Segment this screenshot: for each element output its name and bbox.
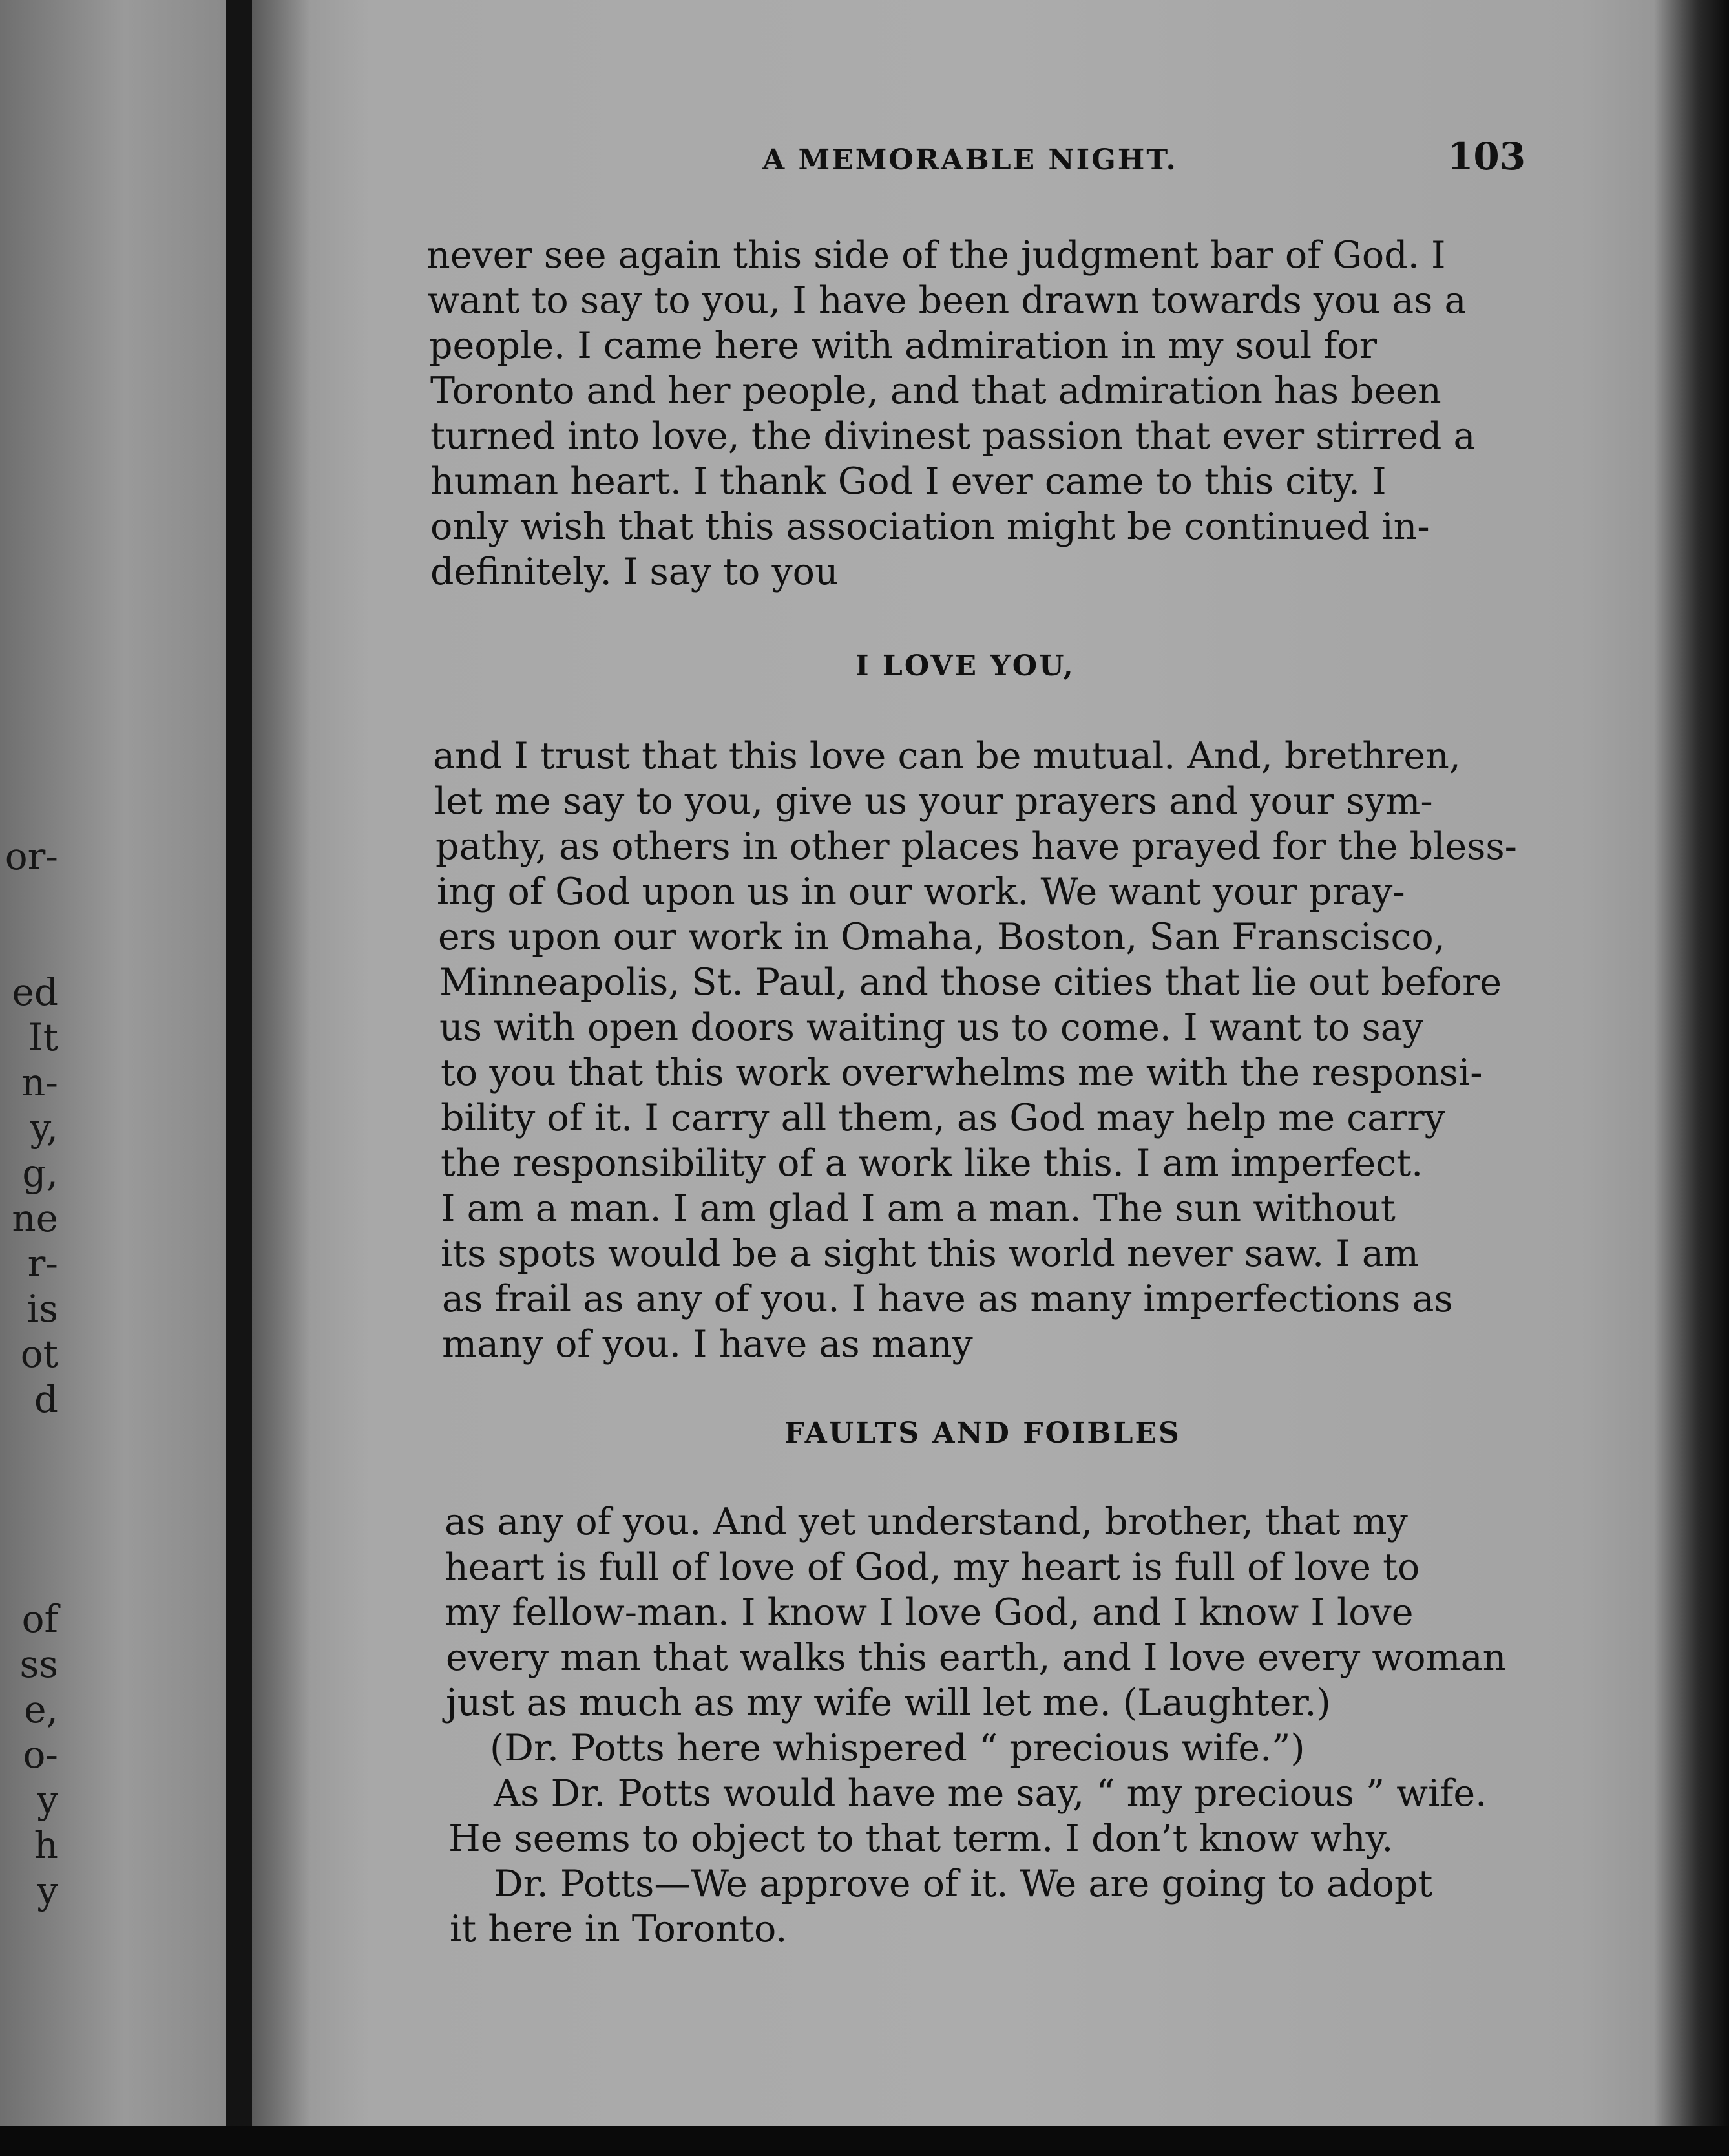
left-page-fragment: o- bbox=[23, 1733, 58, 1777]
text-line: Toronto and her people, and that admiration has been bbox=[430, 370, 1441, 412]
left-page-fragment: d bbox=[34, 1377, 58, 1421]
text-line: it here in Toronto. bbox=[450, 1908, 788, 1950]
left-page-fragment: r- bbox=[27, 1242, 58, 1285]
left-page-fragment: n- bbox=[21, 1061, 58, 1104]
text-line: every man that walks this earth, and I love every woman bbox=[446, 1636, 1507, 1679]
text-line: ing of God upon us in our work. We want your pray- bbox=[437, 871, 1405, 913]
text-line: heart is full of love of God, my heart is full of love to bbox=[445, 1546, 1420, 1589]
text-line: turned into love, the divinest passion that ever stirred a bbox=[430, 415, 1476, 458]
text-line: to you that this work overwhelms me with the responsi- bbox=[441, 1052, 1483, 1094]
left-page-fragment: ne bbox=[12, 1196, 58, 1240]
running-head: A MEMORABLE NIGHT. bbox=[762, 143, 1178, 176]
left-page-fragment: ot bbox=[20, 1332, 58, 1376]
text-line: many of you. I have as many bbox=[442, 1323, 973, 1366]
text-line: I am a man. I am glad I am a man. The sun without bbox=[441, 1187, 1396, 1230]
text-line: as frail as any of you. I have as many imperfections as bbox=[442, 1278, 1453, 1320]
left-page-fragment: y, bbox=[30, 1106, 58, 1150]
text-line: Minneapolis, St. Paul, and those cities that lie out before bbox=[439, 961, 1502, 1004]
left-page-fragment: or- bbox=[5, 834, 58, 878]
text-line: human heart. I thank God I ever came to this city. I bbox=[430, 460, 1387, 503]
section-heading: I LOVE YOU, bbox=[855, 650, 1075, 682]
book-gutter bbox=[226, 0, 252, 2156]
text-line: us with open doors waiting us to come. I want to say bbox=[439, 1006, 1423, 1049]
text-line: want to say to you, I have been drawn towards you as a bbox=[428, 279, 1467, 322]
left-page-fragment: y bbox=[37, 1778, 58, 1822]
text-line: the responsibility of a work like this. I am imperfect. bbox=[441, 1142, 1423, 1185]
text-line: He seems to object to that term. I don’t know why. bbox=[448, 1817, 1394, 1860]
left-page-fragment: g, bbox=[22, 1151, 58, 1195]
text-line: only wish that this association might be continued in- bbox=[430, 505, 1430, 548]
text-line: and I trust that this love can be mutual. And, brethren, bbox=[433, 735, 1461, 777]
left-page-fragment: e, bbox=[24, 1687, 58, 1731]
text-line: As Dr. Potts would have me say, “ my precious ” wife. bbox=[494, 1772, 1487, 1815]
left-page-fragment: is bbox=[26, 1287, 58, 1331]
text-line: my fellow-man. I know I love God, and I know I love bbox=[445, 1591, 1414, 1634]
left-page-fragment: ed bbox=[12, 970, 58, 1014]
text-line: never see again this side of the judgment bar of God. I bbox=[426, 234, 1446, 277]
text-line: definitely. I say to you bbox=[430, 551, 839, 593]
section-heading: FAULTS AND FOIBLES bbox=[784, 1417, 1181, 1450]
left-page-fragment: h bbox=[34, 1823, 58, 1867]
left-page-fragment: y bbox=[37, 1868, 58, 1912]
text-line: its spots would be a sight this world never saw. I am bbox=[441, 1232, 1419, 1275]
scan-border bbox=[0, 2126, 1729, 2156]
text-line: let me say to you, give us your prayers and your sym- bbox=[434, 780, 1433, 823]
text-line: just as much as my wife will let me. (Laughter.) bbox=[446, 1682, 1331, 1724]
text-line: pathy, as others in other places have prayed for the bless- bbox=[435, 825, 1517, 868]
text-line: ers upon our work in Omaha, Boston, San Franscisco, bbox=[438, 916, 1445, 958]
text-line: bility of it. I carry all them, as God may help me carry bbox=[441, 1097, 1445, 1139]
text-line: people. I came here with admiration in my soul for bbox=[429, 324, 1377, 367]
text-line: (Dr. Potts here whispered “ precious wife.”) bbox=[490, 1727, 1305, 1770]
left-page-fragment: It bbox=[28, 1015, 58, 1059]
page-number: 103 bbox=[1447, 134, 1526, 178]
left-page-fragment: ss bbox=[19, 1642, 58, 1686]
page-edge-shadow bbox=[1654, 0, 1729, 2156]
text-line: as any of you. And yet understand, brother, that my bbox=[445, 1501, 1408, 1543]
gutter-shadow bbox=[252, 0, 310, 2156]
left-page-fragment: of bbox=[21, 1597, 58, 1641]
text-line: Dr. Potts—We approve of it. We are going to adopt bbox=[494, 1863, 1433, 1905]
